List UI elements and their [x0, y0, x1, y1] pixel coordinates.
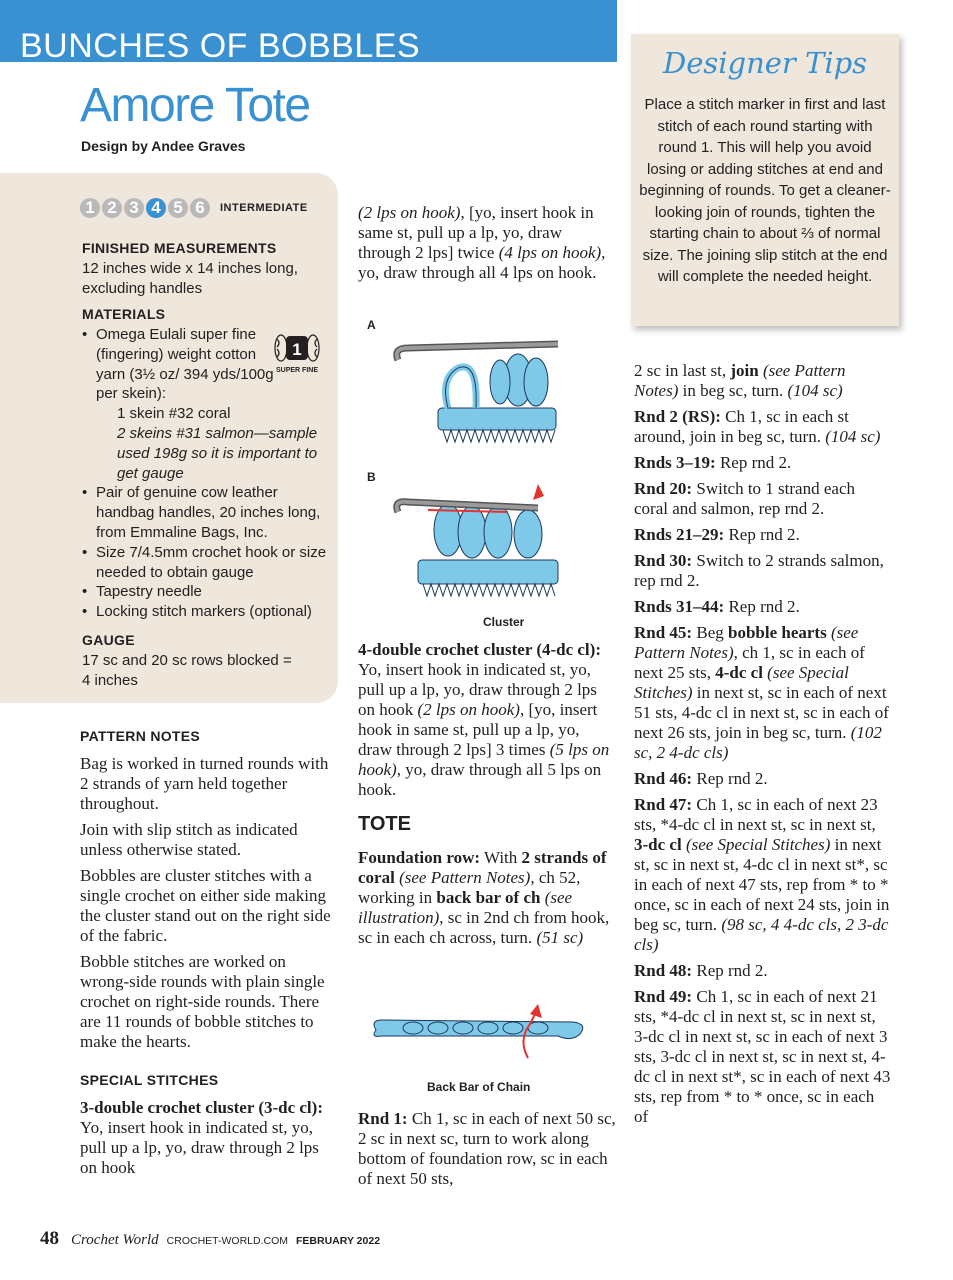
gauge-heading: GAUGE — [82, 632, 135, 648]
text-span: Rep rnd 2. — [715, 453, 792, 472]
text-span: Rep rnd 2. — [724, 525, 800, 544]
round-48 — [634, 961, 892, 981]
row-label: Rnd 47: — [634, 795, 693, 814]
tote-heading: TOTE — [358, 813, 411, 835]
stitch-3dc-cluster — [80, 1098, 338, 1178]
text-span: (see illustration) — [358, 888, 573, 927]
pattern-note: Bobbles are cluster stitches with a single crochet on either side making the cluster stand out on the right side of the fabric. — [80, 866, 331, 945]
cluster-illustration-b — [388, 472, 568, 602]
text-span: Beg — [692, 623, 728, 642]
skill-level-4: 4 — [146, 198, 166, 218]
rounds-3-19 — [634, 453, 892, 473]
text-span: Ch 1, sc in each of next 21 sts, *4-dc cl in next st, sc in next st, 3-dc cl in next st, sc in each of next 3 sts, 3-dc cl in next st, sc in next st, 4-dc cl in next st*, sc in each of next 43 sts, rep from * to * once, sc in each of — [634, 987, 891, 1126]
section-title: BUNCHES OF BOBBLES — [20, 27, 421, 65]
materials-heading: MATERIALS — [82, 306, 166, 322]
row-label: Rnd 1: — [358, 1109, 408, 1128]
red-arrow-icon — [530, 1004, 542, 1018]
rounds-31-44 — [634, 597, 892, 617]
text-span: Rep rnd 2. — [692, 961, 768, 980]
issue-date: FEBRUARY 2022 — [296, 1235, 381, 1247]
round-1 — [358, 1109, 616, 1189]
text-span: Ch 1, sc in each st around, join in beg sc, turn. — [634, 407, 849, 446]
rounds-21-29 — [634, 525, 892, 545]
text-span: (104 sc) — [787, 381, 843, 400]
pattern-notes-heading: PATTERN NOTES — [80, 728, 201, 744]
magazine-name: Crochet World — [71, 1232, 159, 1248]
text-span: (102 sc, 2 4-dc cls) — [634, 723, 882, 762]
materials-item: • Tapestry needle — [82, 582, 332, 602]
materials-item: • Size 7/4.5mm crochet hook or size needed to obtain gauge — [82, 543, 332, 583]
round-49 — [634, 987, 892, 1127]
text-span: 2 sc in last st, — [634, 361, 731, 380]
text-span: (see Pattern Notes) — [634, 361, 846, 400]
column-2-rnd1 — [358, 1109, 616, 1195]
text-span: , yo, draw through all 5 lps on hook. — [358, 760, 602, 799]
text-span: (5 lps on hook) — [358, 740, 610, 779]
page-title: Amore Tote — [80, 79, 310, 132]
text-span: , [yo, insert hook in same st, pull up a lp, yo, draw through 2 lps] 3 times — [358, 700, 598, 759]
text-span: , ch 52, working in — [358, 868, 581, 907]
red-arrow-icon — [533, 484, 544, 500]
column-1 — [80, 726, 338, 1184]
back-bar-of-chain-illustration — [368, 1000, 600, 1070]
text-span: 3-dc cl — [634, 835, 682, 854]
row-label: Rnds 3–19: — [634, 453, 716, 472]
text-span: With — [480, 848, 522, 867]
cluster-illustration-a — [388, 320, 568, 450]
row-label: Rnd 49: — [634, 987, 693, 1006]
text-span: back bar of ch — [436, 888, 541, 907]
round-30 — [634, 551, 892, 591]
row-label: Rnd 45: — [634, 623, 693, 642]
stitch-3dc-continued — [358, 203, 616, 283]
text-span: (98 sc, 4 4-dc cls, 2 3-dc cls) — [634, 915, 889, 954]
website: CROCHET-WORLD.COM — [166, 1235, 288, 1247]
designer-tips-box — [631, 34, 899, 326]
text-span: , ch 1, sc in each of next 25 sts, — [634, 643, 865, 682]
text-span: (4 lps on hook) — [498, 243, 602, 262]
text-span: (2 lps on hook) — [358, 203, 461, 222]
designer-tips-title: Designer Tips — [662, 46, 868, 80]
text-span: , sc in 2nd ch from hook, sc in each ch across, turn. — [358, 908, 610, 947]
stitch-text: Yo, insert hook in indicated st, yo, pull up a lp, yo, draw through 2 lps on hook — [80, 1118, 319, 1177]
materials-item: • Locking stitch markers (optional) — [82, 602, 332, 622]
row-label: Rnds 31–44: — [634, 597, 725, 616]
materials-item: • Pair of genuine cow leather handbag handles, 20 inches long, from Emmaline Bags, Inc. — [82, 483, 332, 542]
text-span: (see Pattern Notes) — [394, 868, 531, 887]
materials-item-text: 2 skeins #31 salmon—sample used 198g so it is important to get gauge — [117, 424, 318, 482]
row-label: Foundation row: — [358, 848, 481, 867]
round-46 — [634, 769, 892, 789]
text-span: in next st, sc in next st, 4-dc cl in next st*, sc in each of next 47 sts, rep from * to * once, sc in each of next 24 sts, join in beg sc, turn. — [634, 835, 890, 934]
yarn-weight-label: SUPER FINE — [275, 367, 319, 374]
text-span: , [yo, insert hook in same st, pull up a lp, yo, draw through 2 lps] twice — [358, 203, 594, 262]
column-2-bottom — [358, 640, 616, 954]
text-span: (51 sc) — [536, 928, 584, 947]
skill-level-5: 5 — [168, 198, 188, 218]
gauge-text: 17 sc and 20 sc rows blocked = 4 inches — [82, 652, 292, 689]
materials-item: • Omega Eulali super fine (fingering) weight cotton yarn (3½ oz/ 394 yds/100g per skein): — [82, 325, 274, 404]
text-span: Yo, insert hook in indicated st, yo, pull up a lp, yo, draw through 2 lps on hook — [358, 660, 597, 719]
skill-level-1: 1 — [80, 198, 100, 218]
text-span: bobble hearts — [728, 623, 827, 642]
special-stitches-heading: SPECIAL STITCHES — [80, 1072, 219, 1088]
finished-measurements-heading: FINISHED MEASUREMENTS — [82, 240, 277, 256]
pattern-note: Bobble stitches are worked on wrong-side rounds with plain single crochet on right-side rounds. There are 11 rounds of bobble stitches to make the hearts. — [80, 952, 325, 1051]
skill-level-label: INTERMEDIATE — [220, 202, 308, 214]
row-label: Rnd 48: — [634, 961, 693, 980]
row-label: Rnds 21–29: — [634, 525, 725, 544]
text-span: (see Special Stitches) — [681, 835, 831, 854]
pattern-note: Bag is worked in turned rounds with 2 strands of yarn held together throughout. — [80, 754, 329, 813]
text-span: (see Special Stitches) — [634, 663, 849, 702]
text-span: Switch to 2 strands salmon, rep rnd 2. — [634, 551, 884, 590]
text-span: 2 strands of coral — [358, 848, 607, 887]
column-2-top — [358, 203, 616, 289]
skill-level-2: 2 — [102, 198, 122, 218]
row-label: Rnd 46: — [634, 769, 693, 788]
page-number: 48 — [40, 1228, 59, 1249]
pattern-note: Join with slip stitch as indicated unless otherwise stated. — [80, 820, 298, 859]
figure-cluster-caption: Cluster — [483, 615, 525, 629]
column-3 — [634, 361, 892, 1133]
figure-back-bar-caption: Back Bar of Chain — [427, 1080, 531, 1094]
page-footer — [40, 1228, 380, 1250]
text-span: Rep rnd 2. — [724, 597, 800, 616]
text-span: Ch 1, sc in each of next 23 sts, *4-dc cl in next st, sc in next st, — [634, 795, 878, 834]
stitch-name: 3-double crochet cluster (3-dc cl): — [80, 1098, 323, 1117]
text-span: Rep rnd 2. — [692, 769, 768, 788]
text-span: (2 lps on hook) — [417, 700, 520, 719]
figure-b-label: B — [367, 470, 376, 484]
skill-level — [80, 196, 308, 220]
finished-measurements-text: 12 inches wide x 14 inches long, excluding handles — [82, 260, 298, 297]
materials-item — [82, 424, 332, 483]
row-label: Rnd 20: — [634, 479, 693, 498]
round-1-end — [634, 361, 892, 401]
text-span: in beg sc, turn. — [678, 381, 788, 400]
stitch-4dc-cluster — [358, 640, 616, 800]
text-span: Switch to 1 strand each coral and salmon, rep rnd 2. — [634, 479, 855, 518]
skill-level-6: 6 — [190, 198, 210, 218]
text-span: , yo, draw through all 4 lps on hook. — [358, 243, 606, 282]
figure-a-label: A — [367, 318, 376, 332]
text-span: 4-dc cl — [715, 663, 763, 682]
text-span: join — [730, 361, 759, 380]
yarn-weight-number: 1 — [292, 340, 302, 359]
text-span: in next st, sc in each of next 51 sts, 4-dc cl in next st, sc in each of next 26 sts, join in beg sc, turn. — [634, 683, 889, 742]
text-span: (104 sc) — [825, 427, 881, 446]
round-47 — [634, 795, 892, 955]
round-45 — [634, 623, 892, 763]
designer-tips-text: Place a stitch marker in first and last stitch of each round starting with round 1. This will help you avoid losing or adding stitches at end and beginning of rounds. To get a cleaner-looking join of rounds, tighten the starting chain to about ⅔ of normal size. The joining slip stitch at the end will complete the needed height. — [639, 96, 891, 285]
round-20 — [634, 479, 892, 519]
text-span: Ch 1, sc in each of next 50 sc, 2 sc in next sc, turn to work along bottom of foundation row, sc in each of next 50 sts, — [358, 1109, 616, 1188]
byline: Design by Andee Graves — [81, 138, 246, 154]
round-2 — [634, 407, 892, 447]
yarn-weight-icon — [272, 331, 322, 375]
text-span: (see Pattern Notes) — [634, 623, 859, 662]
foundation-row — [358, 848, 616, 948]
row-label: Rnd 30: — [634, 551, 693, 570]
materials-item: 1 skein #32 coral — [117, 405, 231, 423]
row-label: Rnd 2 (RS): — [634, 407, 721, 426]
stitch-name: 4-double crochet cluster (4-dc cl): — [358, 640, 601, 659]
skill-level-3: 3 — [124, 198, 144, 218]
